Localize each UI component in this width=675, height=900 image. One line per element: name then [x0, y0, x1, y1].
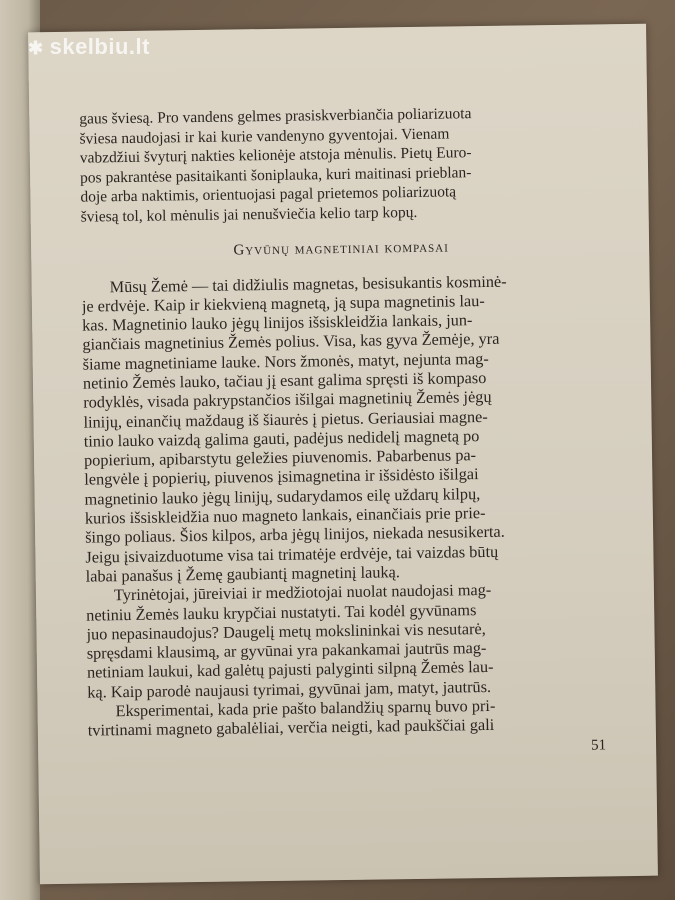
text-line: doje arba naktimis, orientuojasi pagal prietemos poliarizuotą — [80, 183, 457, 206]
text-line: kas. Magnetinio lauko jėgų linijos išsiskleidžia lankais, jun- — [82, 310, 473, 335]
text-line: tinio lauko vaizdą galima gauti, padėjus nedidelį magnetą po — [83, 425, 480, 451]
text-line: Eksperimentai, kada prie pašto balandžių sparnų buvo pri- — [115, 695, 496, 721]
text-line: Jeigu įsivaizduotume visa tai trimatėje erdvėje, tai vaizdas būtų — [85, 541, 499, 567]
page-number: 51 — [590, 737, 607, 754]
text-line: lengvėle į popierių, piuvenos įsimagnetina ir išsidėsto išilgai — [84, 464, 479, 490]
text-line: netinio Žemės lauko, tačiau jį esant galima spręsti iš kompaso — [82, 367, 487, 393]
text-line: magnetinio lauko jėgų linijų, sudarydamos eilę uždarų kilpų, — [84, 483, 481, 509]
page-text — [79, 102, 608, 740]
text-line: šingo poliaus. Šios kilpos, arba jėgų linijos, niekada nesusikerta. — [85, 522, 505, 547]
section-heading: Gyvūnų magnetiniai kompasai — [233, 239, 449, 259]
text-line: popierium, apibarstytu geležies piuvenomis. Pabarbenus pa- — [83, 445, 477, 470]
text-line: ką. Kaip parodė naujausi tyrimai, gyvūnai jam, matyt, jautrūs. — [87, 676, 492, 702]
text-line: juo nepasinaudojus? Daugelį metų mokslininkai vis nesutarė, — [86, 618, 486, 644]
body-text — [82, 270, 608, 740]
intro-paragraph — [79, 102, 601, 226]
text-line: linijų, einančių maždaug iš šiaurės į pietus. Geriausiai magne- — [83, 406, 488, 432]
text-line: šviesą tol, kol mėnulis jai nenušviečia kelio tarp kopų. — [80, 203, 418, 226]
watermark-logo — [28, 34, 150, 60]
text-line: netiniu Žemės lauku krypčiai nustatyti. Tai kodėl gyvūnams — [86, 599, 477, 625]
text-line: tvirtinami magneto gabalėliai, verčia neigti, kad paukščiai gali — [87, 715, 495, 740]
text-line: Mūsų Žemė — tai didžiulis magnetas, besisukantis kosminė- — [109, 271, 507, 296]
text-line: rodyklės, visada pakrypstančios išilgai magnetinių Žemės jėgų — [83, 387, 492, 412]
text-line: šviesa naudojasi ir kai kurie vandenyno gyventojai. Vienam — [79, 124, 450, 148]
text-line: gaus šviesą. Pro vandens gelmes prasiskverbiančia poliarizuota — [79, 105, 472, 128]
watermark-text: skelbiu.lt — [49, 34, 150, 59]
text-line: netiniam laukui, kad galėtų pajusti palyginti silpną Žemės lau- — [86, 657, 494, 683]
text-line: labai panašus į Žemę gaubiantį magnetinį lauką. — [85, 562, 400, 586]
asterisk-icon: ✱ — [28, 38, 44, 58]
text-line: spręsdami klausimą, ar gyvūnai yra pakankamai jautrūs mag- — [86, 638, 487, 663]
text-line: Tyrinėtojai, jūreiviai ir medžiotojai nuolat naudojasi mag- — [113, 580, 492, 605]
text-line: vabzdžiui švyturį nakties kelionėje atstoja mėnulis. Pietų Euro- — [79, 144, 472, 167]
text-line: je erdvėje. Kaip ir kiekvieną magnetą, ją supa magnetinis lau- — [81, 290, 485, 316]
text-line: pos pakrantėse pasitaikanti šoniplauka, kuri maitinasi prieblan- — [79, 163, 472, 187]
text-line: kurios išsiskleidžia nuo magneto lankais, einančiais prie prie- — [84, 503, 486, 528]
text-line: giančiais magnetinius Žemės polius. Visa, kas gyva Žemėje, yra — [82, 329, 500, 355]
text-line: šiame magnetiniame lauke. Nors žmonės, matyt, nejunta mag- — [82, 348, 489, 374]
book-page — [28, 24, 658, 885]
